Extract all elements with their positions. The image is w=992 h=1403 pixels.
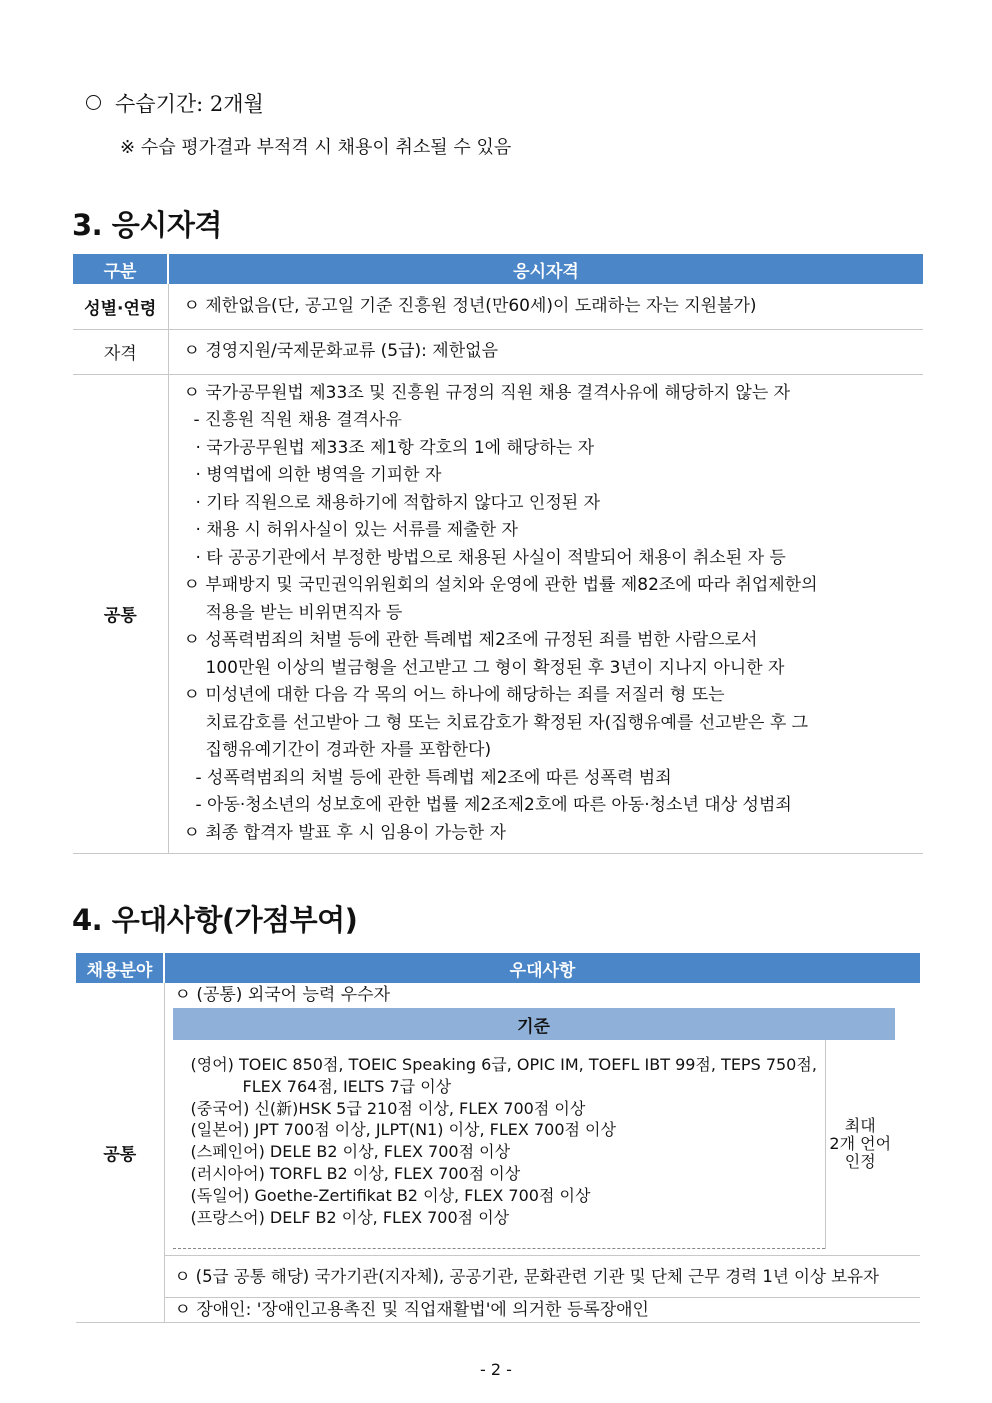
list-item: - 진흥원 직원 채용 결격사유: [193, 410, 402, 430]
list-item: · 채용 시 허위사실이 있는 서류를 제출한 자: [195, 520, 518, 540]
row-category-qualification: 자격: [73, 329, 168, 374]
section-4-title: 4. 우대사항(가점부여): [72, 903, 358, 937]
table-row: [73, 374, 923, 854]
list-item: · 타 공공기관에서 부정한 방법으로 채용된 사실이 적발되어 채용이 취소된 자 등: [195, 547, 786, 568]
table-row: [76, 1298, 920, 1323]
list-item: · 국가공무원법 제33조 제1항 각호의 1에 해당하는 자: [195, 437, 595, 458]
list-item: 집행유예기간이 경과한 자를 포함한다): [205, 740, 492, 760]
eligibility-table: [73, 254, 923, 854]
section-3-title: 3. 응시자격: [72, 208, 222, 242]
list-item: FLEX 764점, IELTS 7급 이상: [242, 1076, 452, 1096]
list-item: ㅇ 부패방지 및 국민권익위원회의 설치와 운영에 관한 법률 제82조에 따라 취업제한의: [183, 575, 818, 595]
disability-text: ㅇ 장애인: '장애인고용촉진 및 직업재활법'에 의거한 등록장애인: [174, 1300, 649, 1321]
list-item: - 아동·청소년의 성보호에 관한 법률 제2조제2호에 따른 아동·청소년 대상 성범죄: [195, 795, 792, 815]
row-category-gender-age: 성별·연령: [73, 284, 168, 329]
page-number: - 2 -: [480, 1360, 512, 1379]
table-row: [76, 983, 920, 1256]
language-title: ㅇ (공통) 외국어 능력 우수자: [174, 985, 391, 1005]
header-preference: 우대사항: [164, 953, 920, 983]
list-item: (러시아어) TORFL B2 이상, FLEX 700점 이상: [190, 1163, 521, 1183]
header-field: 채용분야: [76, 953, 164, 983]
row-category-common: 공통: [76, 983, 164, 1323]
row-category-common: 공통: [73, 374, 168, 854]
preference-table: [76, 953, 920, 1323]
list-item: - 성폭력범죄의 처벌 등에 관한 특례법 제2조에 따른 성폭력 범죄: [195, 767, 672, 788]
experience-text: ㅇ (5급 공통 해당) 국가기관(지자체), 공공기관, 문화관련 기관 및 단체 근무 경력 1년 이상 보유자: [174, 1266, 879, 1286]
qualification-text: ㅇ 경영지원/국제문화교류 (5급): 제한없음: [183, 340, 498, 361]
gender-age-text: ㅇ 제한없음(단, 공고일 기준 진흥원 정년(만60세)이 도래하는 자는 지원불가): [183, 295, 757, 316]
list-item: · 기타 직원으로 채용하기에 적합하지 않다고 인정된 자: [195, 492, 601, 513]
list-item: (중국어) 신(新)HSK 5급 210점 이상, FLEX 700점 이상: [190, 1098, 586, 1118]
max-language-note: 최대 2개 언어 인정: [829, 1116, 892, 1172]
list-item: · 병역법에 의한 병역을 기피한 자: [195, 465, 442, 485]
header-category: 구분: [73, 254, 168, 284]
list-item: 100만원 이상의 벌금형을 선고받고 그 형이 확정된 후 3년이 지나지 아니한 자: [205, 657, 785, 678]
list-item: 적용을 받는 비위면직자 등: [205, 602, 403, 623]
list-item: (일본어) JPT 700점 이상, JLPT(N1) 이상, FLEX 700점 이상: [190, 1120, 616, 1140]
list-item: (프랑스어) DELF B2 이상, FLEX 700점 이상: [190, 1207, 510, 1227]
header-eligibility: 응시자격: [168, 254, 923, 284]
list-item: ㅇ 국가공무원법 제33조 및 진흥원 규정의 직원 채용 결격사유에 해당하지 않는 자: [183, 382, 791, 403]
list-item: ㅇ 최종 합격자 발표 후 시 임용이 가능한 자: [183, 822, 506, 843]
criteria-table: [173, 1008, 895, 1249]
list-item: (영어) TOEIC 850점, TOEIC Speaking 6급, OPIC IM, TOEFL IBT 99점, TEPS 750점,: [190, 1055, 817, 1074]
probation-period: 수습기간: 2개월: [86, 88, 264, 118]
criteria-header: 기준: [173, 1008, 895, 1040]
list-item: ㅇ 성폭력범죄의 처벌 등에 관한 특례법 제2조에 규정된 죄를 범한 사람으로서: [183, 630, 758, 650]
table-row: [73, 284, 923, 329]
list-item: (스페인어) DELE B2 이상, FLEX 700점 이상: [190, 1142, 511, 1162]
probation-note: ※ 수습 평가결과 부적격 시 채용이 취소될 수 있음: [120, 137, 512, 158]
eligibility-header-row: [73, 254, 923, 284]
preference-header-row: [76, 953, 920, 983]
list-item: 치료감호를 선고받아 그 형 또는 치료감호가 확정된 자(집행유예를 선고받은 후 그: [205, 712, 809, 733]
list-item: ㅇ 미성년에 대한 다음 각 목의 어느 하나에 해당하는 죄를 저질러 형 또는: [183, 685, 725, 705]
circle-bullet-icon: [86, 95, 101, 110]
table-row: [76, 1256, 920, 1298]
table-row: [73, 329, 923, 374]
list-item: (독일어) Goethe-Zertifikat B2 이상, FLEX 700점 이상: [190, 1185, 591, 1205]
